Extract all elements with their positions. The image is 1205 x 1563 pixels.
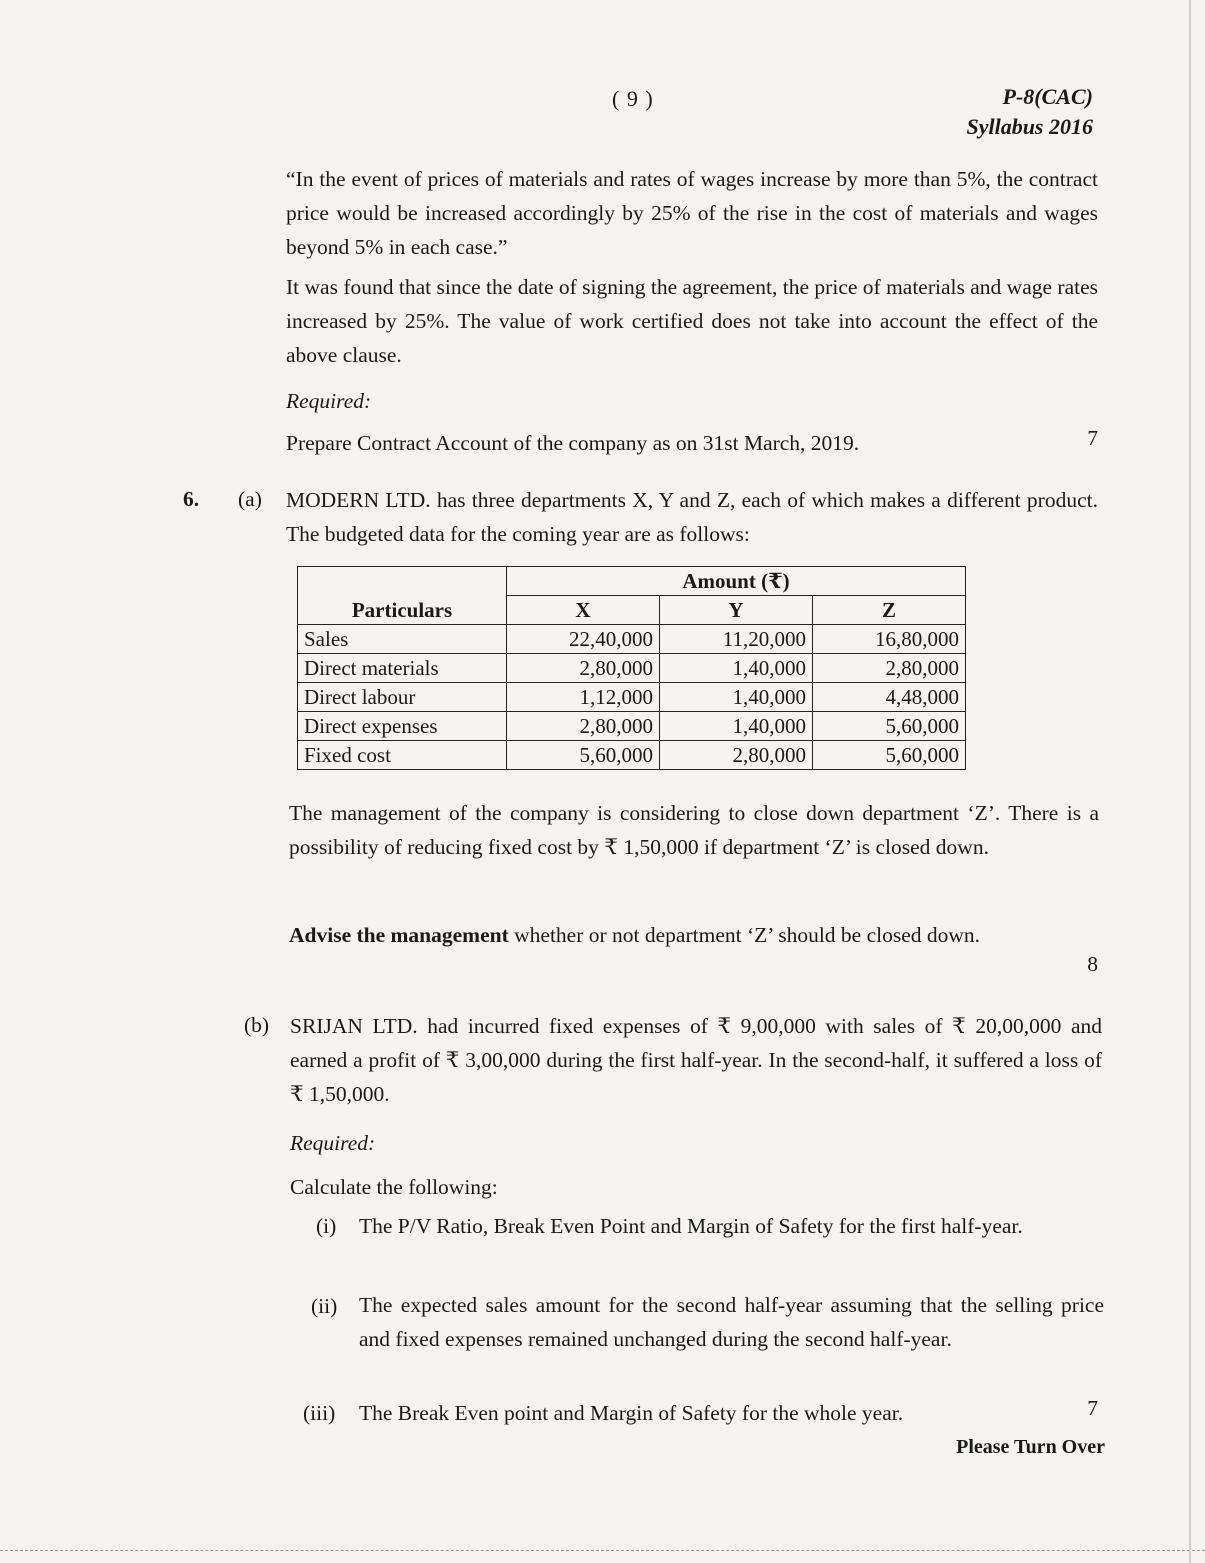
- paper-header: [966, 82, 1093, 142]
- page-number: ( 9 ): [612, 86, 654, 111]
- cell-value: 2,80,000: [813, 654, 966, 683]
- item-label: (iii): [303, 1401, 336, 1425]
- amount-header: Amount (₹): [507, 567, 966, 596]
- cell-value: 16,80,000: [813, 625, 966, 654]
- item-label: (i): [316, 1214, 337, 1238]
- row-label: Sales: [298, 625, 507, 654]
- cell-value: 2,80,000: [507, 654, 660, 683]
- advise-rest: whether or not department ‘Z’ should be closed down.: [508, 923, 981, 947]
- please-turn-over: Please Turn Over: [956, 1436, 1105, 1458]
- budget-table: [297, 566, 966, 770]
- page-edge: [1189, 0, 1191, 1563]
- table-corner: [298, 567, 507, 596]
- table-row: [298, 741, 966, 770]
- cell-value: 2,80,000: [660, 741, 813, 770]
- table-row: [298, 625, 966, 654]
- syllabus-label: Syllabus 2016: [966, 114, 1093, 139]
- cell-value: 5,60,000: [813, 741, 966, 770]
- bottom-scan-line: [0, 1550, 1205, 1552]
- column-header: Y: [660, 596, 813, 625]
- cell-value: 5,60,000: [813, 712, 966, 741]
- part-b-calculate: Calculate the following:: [290, 1175, 498, 1199]
- cell-value: 22,40,000: [507, 625, 660, 654]
- table-row: [298, 712, 966, 741]
- part-a-intro: MODERN LTD. has three departments X, Y and Z, each of which makes a different product. The budgeted data for the coming year are as follows:: [286, 488, 1098, 546]
- cell-value: 11,20,000: [660, 625, 813, 654]
- column-header: Z: [813, 596, 966, 625]
- part-a-label: (a): [238, 487, 262, 511]
- contract-finding: It was found that since the date of signing the agreement, the price of materials and wage rates increased by 25%. The value of work certified does not take into account the effect of the above clause.: [286, 275, 1098, 367]
- contract-clause: “In the event of prices of materials and rates of wages increase by more than 5%, the contract price would be increased accordingly by 25% of the rise in the cost of materials and wages beyond 5% in each case.”: [286, 167, 1098, 259]
- cell-value: 2,80,000: [507, 712, 660, 741]
- item-label: (ii): [311, 1294, 338, 1318]
- cell-value: 4,48,000: [813, 683, 966, 712]
- table-row: [298, 654, 966, 683]
- row-label: Direct labour: [298, 683, 507, 712]
- item-text: The P/V Ratio, Break Even Point and Margin of Safety for the first half-year.: [359, 1214, 1023, 1238]
- item-text: The Break Even point and Margin of Safety for the whole year.: [359, 1401, 904, 1425]
- item-text: The expected sales amount for the second half-year assuming that the selling price and fixed expenses remained unchanged during the second half-year.: [359, 1293, 1104, 1351]
- part-b-intro: SRIJAN LTD. had incurred fixed expenses of ₹ 9,00,000 with sales of ₹ 20,00,000 and earned a profit of ₹ 3,00,000 during the first half-year. In the second-half, it suffered a loss of ₹ 1,50,000.: [290, 1014, 1102, 1106]
- table-header-row: [298, 567, 966, 596]
- particulars-header: Particulars: [298, 596, 507, 625]
- part-a-advise: [289, 918, 1099, 952]
- table-row: [298, 683, 966, 712]
- advise-bold: Advise the management: [289, 923, 509, 947]
- row-label: Direct materials: [298, 654, 507, 683]
- marks-q6b: 7: [1087, 1396, 1098, 1420]
- part-b-required-label: Required:: [290, 1131, 376, 1155]
- part-a-consideration: The management of the company is considering to close down department ‘Z’. There is a possibility of reducing fixed cost by ₹ 1,50,000 if department ‘Z’ is closed down.: [289, 801, 1099, 859]
- part-b-label: (b): [244, 1013, 270, 1037]
- marks-q6a: 8: [1087, 952, 1098, 976]
- table-column-row: [298, 596, 966, 625]
- row-label: Fixed cost: [298, 741, 507, 770]
- column-header: X: [507, 596, 660, 625]
- cell-value: 1,40,000: [660, 654, 813, 683]
- cell-value: 5,60,000: [507, 741, 660, 770]
- row-label: Direct expenses: [298, 712, 507, 741]
- cell-value: 1,12,000: [507, 683, 660, 712]
- cell-value: 1,40,000: [660, 683, 813, 712]
- cell-value: 1,40,000: [660, 712, 813, 741]
- marks-q5: 7: [1087, 426, 1098, 450]
- paper-code: P-8(CAC): [1002, 84, 1093, 109]
- question-number: 6.: [183, 487, 200, 511]
- required-label: Required:: [286, 389, 372, 413]
- required-text: Prepare Contract Account of the company as on 31st March, 2019.: [286, 431, 860, 455]
